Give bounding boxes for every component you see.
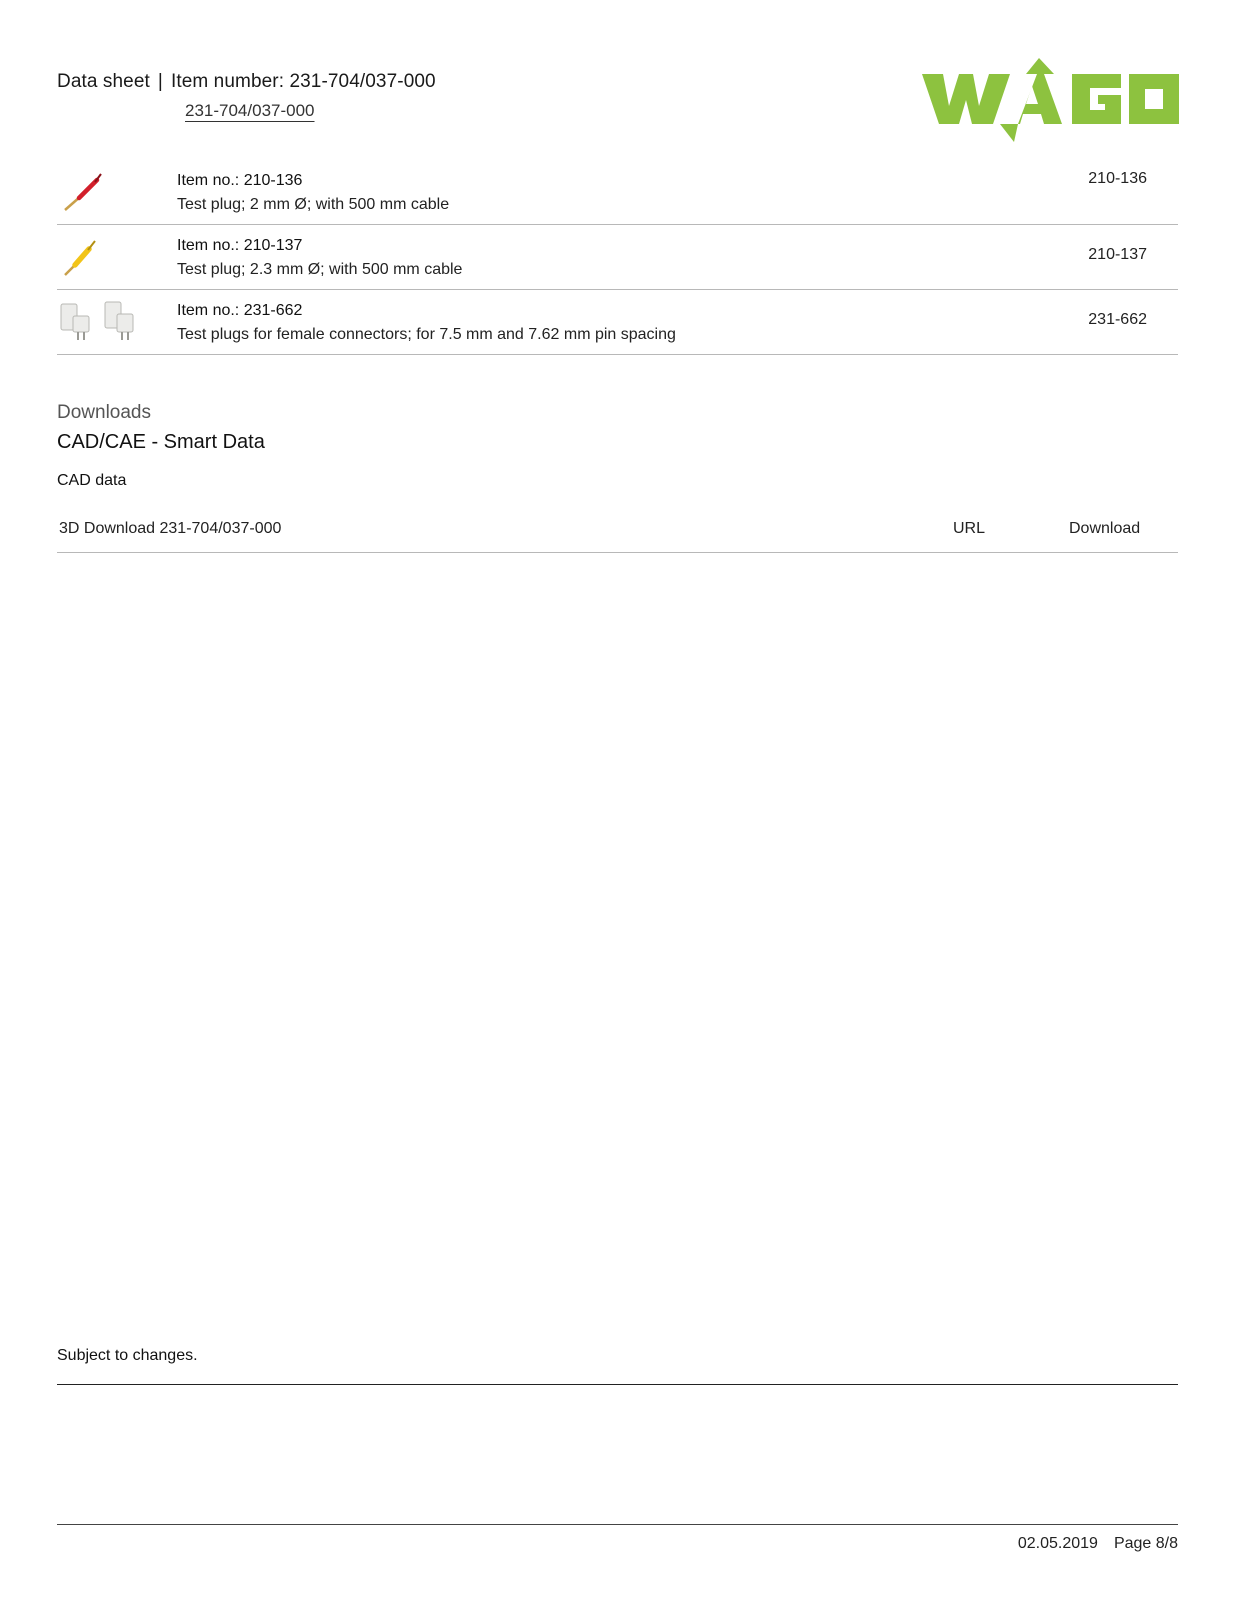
download-type: URL — [953, 520, 986, 537]
accessory-item-number: Item no.: 231-662 — [177, 302, 303, 319]
wago-logo — [922, 58, 1179, 142]
footer-meta — [1018, 1535, 1178, 1553]
accessory-number: 210-136 — [1088, 170, 1147, 187]
footer-date: 02.05.2019 — [1017, 1535, 1098, 1552]
white-test-plugs-icon — [57, 298, 147, 346]
page-title — [57, 71, 436, 93]
footer-bottom-divider — [57, 1524, 1178, 1525]
accessory-row — [57, 290, 1178, 355]
red-test-plug-icon — [57, 168, 147, 216]
subject-to-changes-notice: Subject to changes. — [57, 1347, 198, 1364]
yellow-test-plug-icon — [57, 233, 147, 281]
accessory-description: Test plug; 2 mm Ø; with 500 mm cable — [177, 196, 450, 213]
cad-data-subheading: CAD data — [57, 472, 127, 489]
accessory-description: Test plug; 2.3 mm Ø; with 500 mm cable — [177, 261, 463, 278]
doc-type-label: Data sheet — [57, 71, 150, 92]
footer-divider — [57, 1384, 1178, 1385]
accessory-row — [57, 225, 1178, 290]
accessory-number: 231-662 — [1088, 311, 1147, 328]
accessories-table — [57, 160, 1178, 355]
item-number-label: Item number: 231-704/037-000 — [170, 71, 436, 92]
accessory-description: Test plugs for female connectors; for 7.5 mm and 7.62 mm pin spacing — [177, 326, 676, 343]
accessory-item-number: Item no.: 210-137 — [177, 237, 303, 254]
page-number: Page 8/8 — [1113, 1535, 1178, 1552]
download-name: 3D Download 231-704/037-000 — [59, 520, 282, 537]
download-row — [57, 505, 1178, 553]
accessory-item-number: Item no.: 210-136 — [177, 172, 303, 189]
accessory-number: 210-137 — [1088, 246, 1147, 263]
download-link[interactable]: Download — [1069, 520, 1141, 537]
accessory-row — [57, 160, 1178, 225]
downloads-heading: CAD/CAE - Smart Data — [57, 431, 265, 453]
item-number-link[interactable]: 231-704/037-000 — [185, 101, 315, 120]
title-separator: | — [157, 71, 163, 92]
downloads-section-label: Downloads — [57, 402, 151, 423]
